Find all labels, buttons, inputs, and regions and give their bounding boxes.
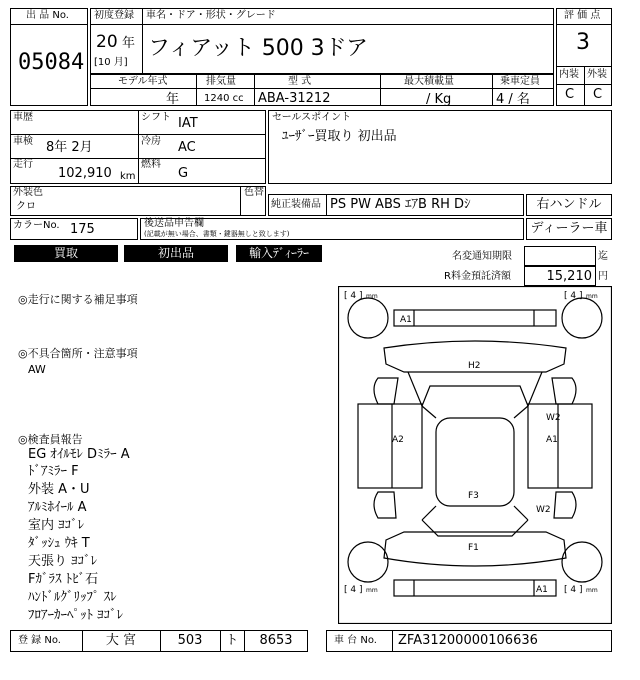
- year-unit: 年: [122, 36, 136, 51]
- tire-fl-unit: mm: [366, 293, 378, 300]
- left-doors: [358, 404, 422, 488]
- exterior-label: 外装: [587, 69, 607, 80]
- chassis-number: ZFA31200000106636: [398, 633, 538, 648]
- badge-import-dealer: 輸入ﾃﾞｨｰﾗｰ: [236, 245, 322, 262]
- damage-w2-bottom: W2: [536, 505, 551, 515]
- shift-value: IAT: [178, 116, 198, 131]
- score-label: 評 価 点: [564, 10, 601, 21]
- inspector-line: EG ｵｲﾙﾓﾚ Dﾐﾗｰ A: [28, 447, 130, 462]
- first-reg-month: [10 月]: [94, 57, 128, 68]
- dealer-value: ディーラー車: [530, 221, 608, 236]
- car-damage-diagram: [338, 286, 612, 624]
- recycle-unit: 円: [598, 271, 608, 282]
- max-load-label: 最大積載量: [404, 76, 454, 87]
- color-change-label: 色替: [244, 187, 264, 198]
- inspector-line: 室内 ﾖｺﾞﾚ: [28, 518, 85, 533]
- model-year-unit: 年: [166, 92, 180, 107]
- inspector-line: 天張り ﾖｺﾞﾚ: [28, 554, 98, 569]
- tire-front-left: [348, 298, 388, 338]
- defect-title: ◎不具合箇所・注意事項: [18, 347, 138, 360]
- name-change-unit: 迄: [598, 251, 608, 262]
- interior-label: 内装: [559, 69, 579, 80]
- sales-point-value: ﾕｰｻﾞｰ買取り 初出品: [282, 129, 397, 144]
- lot-label: 出 品 No.: [26, 10, 69, 21]
- mileage-label: 走行: [13, 159, 33, 170]
- first-reg-year: 20: [96, 32, 118, 52]
- capacity-label: 乗車定員: [500, 76, 540, 87]
- displacement-label: 排気量: [206, 76, 236, 87]
- inspector-line: ﾌﾛｱｰｶｰﾍﾟｯﾄ ﾖｺﾞﾚ: [28, 608, 124, 623]
- damage-f1: F1: [468, 543, 479, 553]
- capacity-value: 4 / 名: [496, 92, 530, 107]
- tire-rl-unit: mm: [366, 587, 378, 594]
- displacement-value: 1240 cc: [204, 93, 244, 104]
- exterior-color-label: 外装色: [13, 187, 43, 198]
- badge-buyback: 買取: [14, 245, 118, 262]
- reg-label: 登 録 No.: [18, 635, 61, 646]
- tire-front-right: [562, 298, 602, 338]
- inspector-line: 外装 A・U: [28, 482, 90, 497]
- name-change-label: 名変通知期限: [452, 251, 512, 262]
- tire-rear-left: [348, 542, 388, 582]
- after-doc-label: 後送品申告欄: [144, 218, 204, 229]
- driving-title: ◎走行に関する補足事項: [18, 293, 138, 306]
- damage-h2: H2: [468, 361, 481, 371]
- recycle-value: 15,210: [546, 269, 592, 284]
- sales-point-label: セールスポイント: [272, 112, 352, 123]
- history-label: 車歴: [13, 112, 33, 123]
- type-label: 型 式: [288, 76, 312, 87]
- recycle-label: R料金預託済額: [444, 271, 511, 282]
- inspection-label: 車検: [13, 136, 33, 147]
- tire-fl-depth: [ 4 ]: [344, 291, 363, 301]
- reg-kana: ト: [225, 633, 239, 648]
- diagram-frame: [339, 287, 612, 624]
- equipment-value: PS PW ABS ｴｱB RH Dｼ: [330, 197, 471, 212]
- aircon-value: AC: [178, 140, 196, 155]
- interior-grade: C: [565, 87, 575, 102]
- model-year-label: モデル年式: [118, 76, 168, 87]
- lot-number: 05084: [18, 50, 85, 75]
- left-side-top: [394, 310, 556, 326]
- damage-a2: A2: [392, 435, 404, 445]
- damage-w2-top: W2: [546, 413, 561, 423]
- badge-first-listing: 初出品: [124, 245, 228, 262]
- color-no-value: 175: [70, 222, 95, 237]
- handle-value: 右ハンドル: [536, 197, 602, 212]
- name-change-box: [524, 246, 596, 266]
- inspector-title: ◎検査員報告: [18, 433, 83, 446]
- color-no-label: カラーNo.: [13, 220, 60, 231]
- exterior-color-value: クロ: [16, 201, 36, 212]
- reg-class: 503: [177, 633, 203, 648]
- max-load-value: / Kg: [426, 92, 452, 107]
- inspector-line: Fｶﾞﾗｽ ﾄﾋﾞ石: [28, 572, 99, 587]
- tire-rr-depth: [ 4 ]: [564, 585, 583, 595]
- right-side-bottom: [394, 580, 556, 596]
- aircon-label: 冷房: [141, 136, 161, 147]
- score-value: 3: [576, 30, 590, 55]
- chassis-label: 車 台 No.: [334, 635, 377, 646]
- mileage-value: 102,910: [58, 166, 112, 181]
- fuel-value: G: [178, 166, 189, 181]
- inspector-line: ﾊﾝﾄﾞﾙｸﾞﾘｯﾌﾟ ｽﾚ: [28, 590, 117, 605]
- equipment-label: 純正装備品: [271, 199, 321, 210]
- exterior-grade: C: [593, 87, 603, 102]
- tire-rl-depth: [ 4 ]: [344, 585, 363, 595]
- inspector-line: ﾀﾞｯｼｭ ｳｷ T: [28, 536, 90, 551]
- fuel-label: 燃料: [141, 159, 161, 170]
- damage-f3: F3: [468, 491, 479, 501]
- tire-fr-unit: mm: [586, 293, 598, 300]
- reg-number: 8653: [259, 633, 293, 648]
- tire-rear-right: [562, 542, 602, 582]
- inspector-line: ﾄﾞｱﾐﾗｰ F: [28, 464, 79, 479]
- inspection-value: 8年 2月: [46, 140, 93, 155]
- type-value: ABA-31212: [258, 91, 331, 106]
- first-reg-label: 初度登録: [94, 10, 134, 21]
- car-name: フィアット 500 3ドア: [148, 36, 369, 61]
- mileage-unit: km: [120, 171, 136, 182]
- rear-glass: [422, 520, 528, 536]
- damage-a1-bottom: A1: [536, 585, 548, 595]
- damage-a1-top: A1: [400, 315, 412, 325]
- after-doc-note: (記載が無い場合、書類・鍵器無しと致します): [144, 230, 290, 238]
- front-glass: [422, 386, 528, 406]
- damage-a1-right: A1: [546, 435, 558, 445]
- exterior-color-box: [10, 186, 266, 216]
- reg-area: 大 宮: [105, 633, 137, 648]
- defect-value: AW: [28, 363, 46, 376]
- tire-rr-unit: mm: [586, 587, 598, 594]
- tire-fr-depth: [ 4 ]: [564, 291, 583, 301]
- inspector-line: ｱﾙﾐﾎｲｰﾙ A: [28, 500, 87, 515]
- car-name-label: 車名・ドア・形状・グレード: [146, 10, 276, 21]
- shift-label: シフト: [141, 112, 171, 123]
